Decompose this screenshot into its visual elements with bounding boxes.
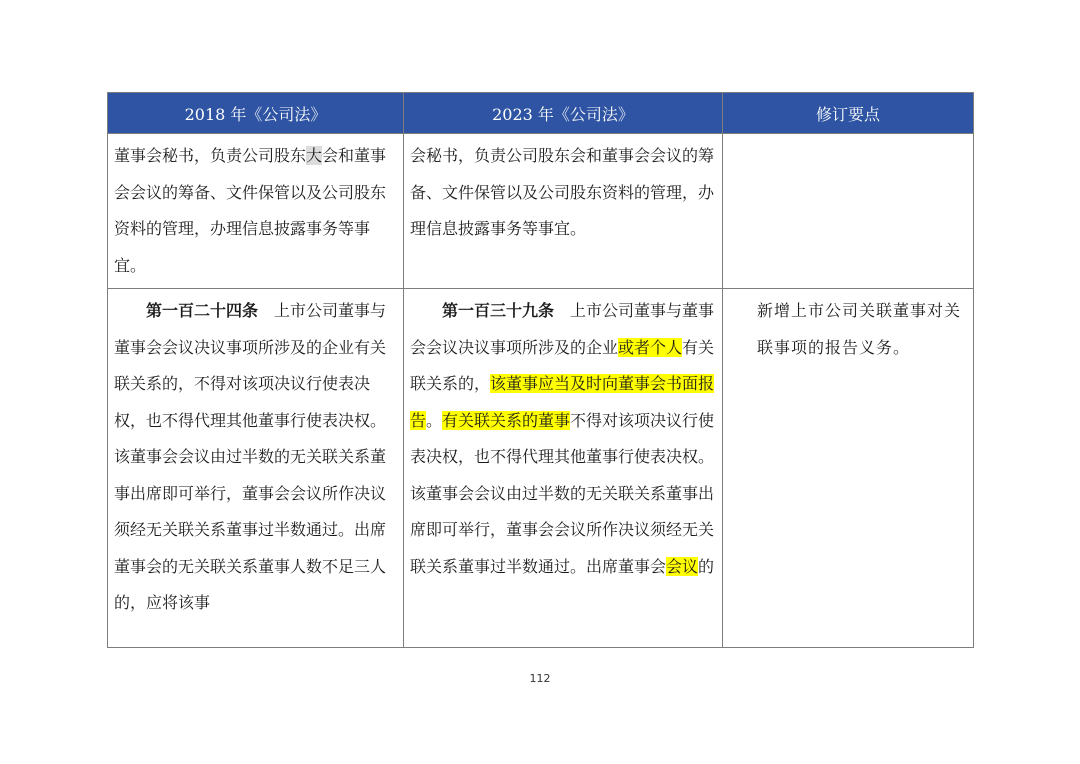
highlight-added-text: 或者个人 [618, 337, 683, 357]
cell-note-2 [723, 289, 974, 648]
article-title: 第一百三十九条 [442, 301, 555, 320]
highlight-added-text: 有关联关系的董事 [442, 410, 571, 430]
table-row [108, 134, 974, 289]
highlight-added-text: 会议 [666, 556, 699, 576]
article-title: 第一百二十四条 [146, 301, 259, 320]
comparison-table [107, 92, 974, 648]
cell-2018-article-124: 第一百二十四条 上市公司董事与董事会会议决议事项所涉及的企业有关联关系的，不得对该项决议行使表决权，也不得代理其他董事行使表决权。该董事会会议由过半数的无关联关系董事出席即可举行，董事会会议所作决议须经无关联关系董事过半数通过。出席董事会的无关联关系董事人数不足三人的，应将该事 [108, 289, 404, 648]
highlight-added-text: 该董事应当及时向董事会书面报告 [410, 374, 715, 430]
header-revision-points: 修订要点 [723, 93, 974, 134]
cell-2023-article-139: 第一百三十九条 上市公司董事与董事会会议决议事项所涉及的企业或者个人有关联关系的，该董事应当及时向董事会书面报告。有关联关系的董事不得对该项决议行使表决权，也不得代理其他董事行使表决权。该董事会会议由过半数的无关联关系董事出席即可举行，董事会会议所作决议须经无关联关系董事过半数通过。出席董事会会议的 [404, 289, 723, 648]
header-row [108, 93, 974, 134]
page-number: 112 [529, 672, 551, 685]
cell-2018-secretary: 董事会秘书，负责公司股东大会和董事会会议的筹备、文件保管以及公司股东资料的管理，办理信息披露事务等事宜。 [108, 134, 404, 289]
cell-2023-secretary: 会秘书，负责公司股东会和董事会会议的筹备、文件保管以及公司股东资料的管理，办理信息披露事务等事宜。 [404, 134, 723, 289]
header-2018-law: 2018 年《公司法》 [108, 93, 404, 134]
header-2023-law: 2023 年《公司法》 [404, 93, 723, 134]
deleted-char: 大 [306, 146, 323, 165]
revision-note: 新增上市公司关联董事对关联事项的报告义务。 [757, 301, 962, 357]
cell-note-1 [723, 134, 974, 289]
table-row [108, 289, 974, 648]
